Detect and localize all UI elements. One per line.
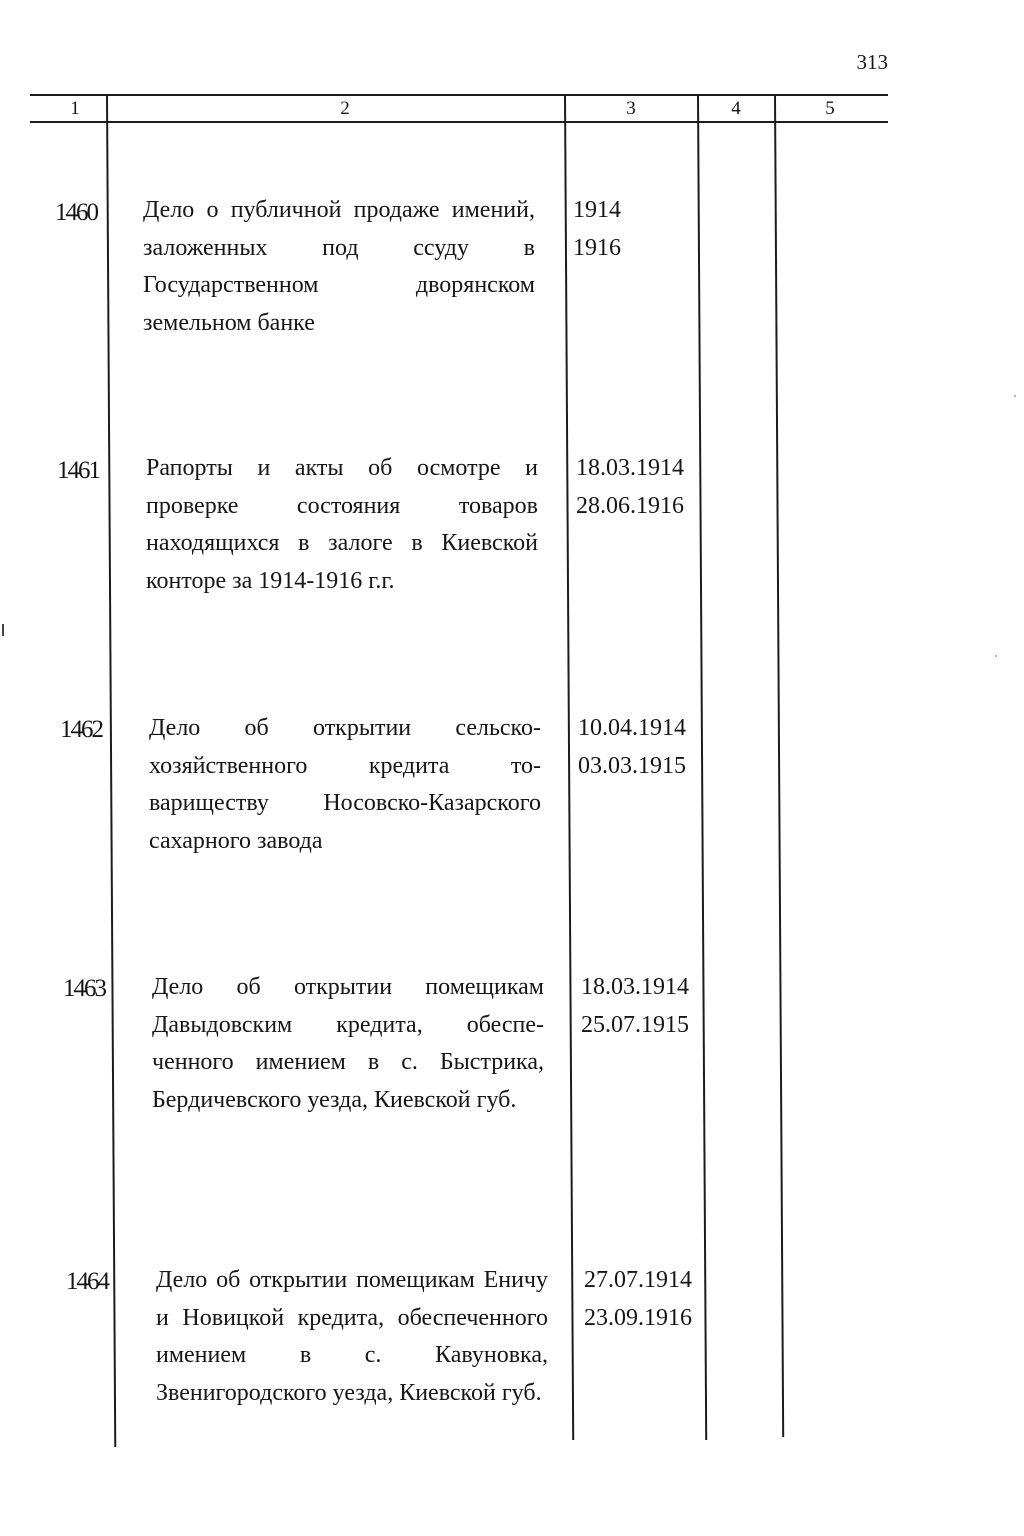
column-header-3: 3 [626,98,636,119]
record-dates [576,450,706,525]
date-start: 27.07.1914 [584,1267,692,1293]
table-top-rule [30,94,888,96]
column-divider-2-3 [564,95,574,1440]
date-end: 28.06.1916 [576,492,684,519]
column-divider-1-2 [106,95,116,1447]
date-start: 10.04.1914 [578,715,686,741]
column-header-1: 1 [70,98,80,119]
record-title: Дело об открытии помещикам Еничу и Новицкой кредита, обеспеченного имением в с. Кавуновка, Звенигородского уезда, Киевской губ. [156,1267,548,1406]
date-start: 1914 [573,197,621,223]
record-dates [581,969,711,1044]
record-number: 1464 [66,1268,108,1295]
record-number: 1461 [57,457,99,484]
column-header-4: 4 [731,98,741,119]
record-title: Рапорты и акты об осмотре и проверке состояния товаров находящихся в залоге в Киевской конторе за 1914-1916 г.г. [146,455,538,594]
date-start: 18.03.1914 [581,974,689,1000]
record-number: 1462 [60,716,102,743]
page-number: 313 [856,50,888,74]
record-title: Дело об открытии помещикам Давыдовским кредита, обеспе-ченного имением в с. Быстрика, Бердичевского уезда, Киевской губ. [152,974,544,1113]
column-divider-4-5 [774,95,784,1437]
record-title: Дело об открытии сельско-хозяйственного кредита то-вариществу Носовско-Казарского сахарного завода [149,715,541,854]
record-dates [573,192,703,267]
record-title: Дело о публичной продаже имений, заложенных под ссуду в Государственном дворянском земельном банке [143,197,535,336]
date-end: 25.07.1915 [581,1011,689,1038]
date-end: 03.03.1915 [578,752,686,779]
margin-mark [2,624,4,636]
table-header-bottom-rule [30,121,888,123]
date-end: 1916 [573,234,621,261]
record-number: 1463 [63,975,105,1002]
column-header-2: 2 [340,98,350,119]
scan-speck [1014,395,1016,397]
date-start: 18.03.1914 [576,455,684,481]
record-dates [578,710,708,785]
record-dates [584,1262,714,1337]
record-number: 1460 [55,199,97,226]
scan-speck [995,655,997,657]
column-header-5: 5 [825,98,835,119]
date-end: 23.09.1916 [584,1304,692,1331]
